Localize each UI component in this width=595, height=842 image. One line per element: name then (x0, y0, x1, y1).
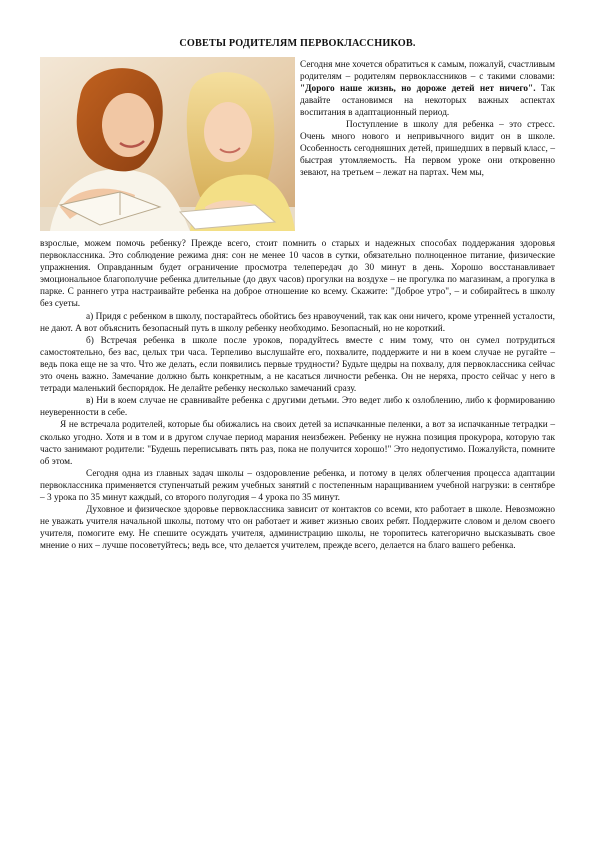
advice-item-a: а) Придя с ребенком в школу, постарайтесь обойтись без нравоучений, так как они ничего, кроме утренней усталости, не дают. А вот объяснить безопасный путь в школу ребенку необходимо. Безопасный, но не короткий. (40, 311, 555, 334)
intro-paragraph (300, 59, 555, 119)
advice-item-b: б) Встречая ребенка в школе после уроков, порадуйтесь вместе с ним тому, что он сумел потрудиться самостоятельно, без вас, целых три часа. Терпеливо выслушайте его, похвалите, поддержите и ни в коем случае не ругайте – ведь пока еще не за что. Что же делать, если появились первые трудности? Будьте щедры на похвалу, для первоклассника сейчас это очень важно. Замечание должно быть конкретным, а не касаться личности ребенка. Он не неряха, просто сейчас у него в тетради маленький беспорядок. Не делайте ребенку несколько замечаний сразу. (40, 335, 555, 395)
paragraph-2-end: взрослые, можем помочь ребенку? Прежде всего, стоит помнить о старых и надежных способах поддержания здоровья первоклассника. Это соблюдение режима дня: сон не менее 10 часов в сутки, обязательно полноценное питание, физические упражнения. Оправданным будет ограничение просмотра телепередач до 30 минут в день. Хорошо восстанавливает эмоциональное благополучие ребенка длительные (до двух часов) прогулки на воздухе – не прогулка по магазинам, а прогулка в парке. С раннего утра настраивайте ребенка на доброе отношение ко всему. Скажите: "Доброе утро", – и собирайтесь в школу без суеты. (40, 239, 555, 310)
photo-mother-and-daughter-reading (40, 57, 295, 231)
intro-quote: "Дорого наше жизнь, но дороже детей нет ничего". (300, 84, 536, 94)
document-title: СОВЕТЫ РОДИТЕЛЯМ ПЕРВОКЛАССНИКОВ. (179, 38, 416, 49)
paragraph-3: Я не встречала родителей, которые бы обижались на своих детей за испачканные пеленки, а вот за испачканные тетрадки – сколько угодно. Хотя и в том и в другом случае период марания неизбежен. Ребенку не нужна позиция прокурора, которую так часто занимают родители: "Будешь переписывать пять раз, пока не получится хорошо!" Это недопустимо. Пожалуйста, помните об этом. (40, 420, 555, 467)
paragraph-2-start: Поступление в школу для ребенка – это стресс. Очень много нового и непривычного видит он в школе. Особенность сегодняшних детей, пришедших в первый класс, – быстрая утомляемость. На первом уроке они откровенно зевают, на третьем – лежат на партах. Чем мы, (300, 120, 555, 178)
intro-tail: Так давайте остановимся на некоторых важных аспектах воспитания в адаптационный период. (300, 84, 555, 118)
advice-item-c: в) Ни в коем случае не сравнивайте ребенка с другими детьми. Это ведет либо к озлоблению, либо к формированию неуверенности в себе. (40, 396, 555, 419)
intro-lead: Сегодня мне хочется обратиться к самым, пожалуй, счастливым родителям – родителям первоклассников – с такими словами: (300, 60, 555, 82)
paragraph-5: Духовное и физическое здоровье первоклассника зависит от контактов со всеми, кто работает в школе. Невозможно не уважать учителя начальной школы, потому что он работает и живет жизнью своих ребят. Поддержите словом и делом своего учителя, помогите ему. Не спешите осуждать учителя, администрацию школы, не торопитесь категорично высказывать свое мнение о них – лучше посоветуйтесь; ведь все, что делается учителем, прежде всего, делается на благо вашего ребенка. (40, 505, 555, 552)
main-text (40, 238, 555, 552)
photo-illustration (40, 57, 295, 231)
paragraph-4: Сегодня одна из главных задач школы – оздоровление ребенка, и потому в целях облегчения процесса адаптации первоклассника применяется ступенчатый режим учебных занятий с постепенным наращиванием учебной нагрузки: в сентябре – 3 урока по 35 минут каждый, со второго полугодия – 4 урока по 35 минут. (40, 468, 555, 503)
intro-column (300, 59, 555, 179)
